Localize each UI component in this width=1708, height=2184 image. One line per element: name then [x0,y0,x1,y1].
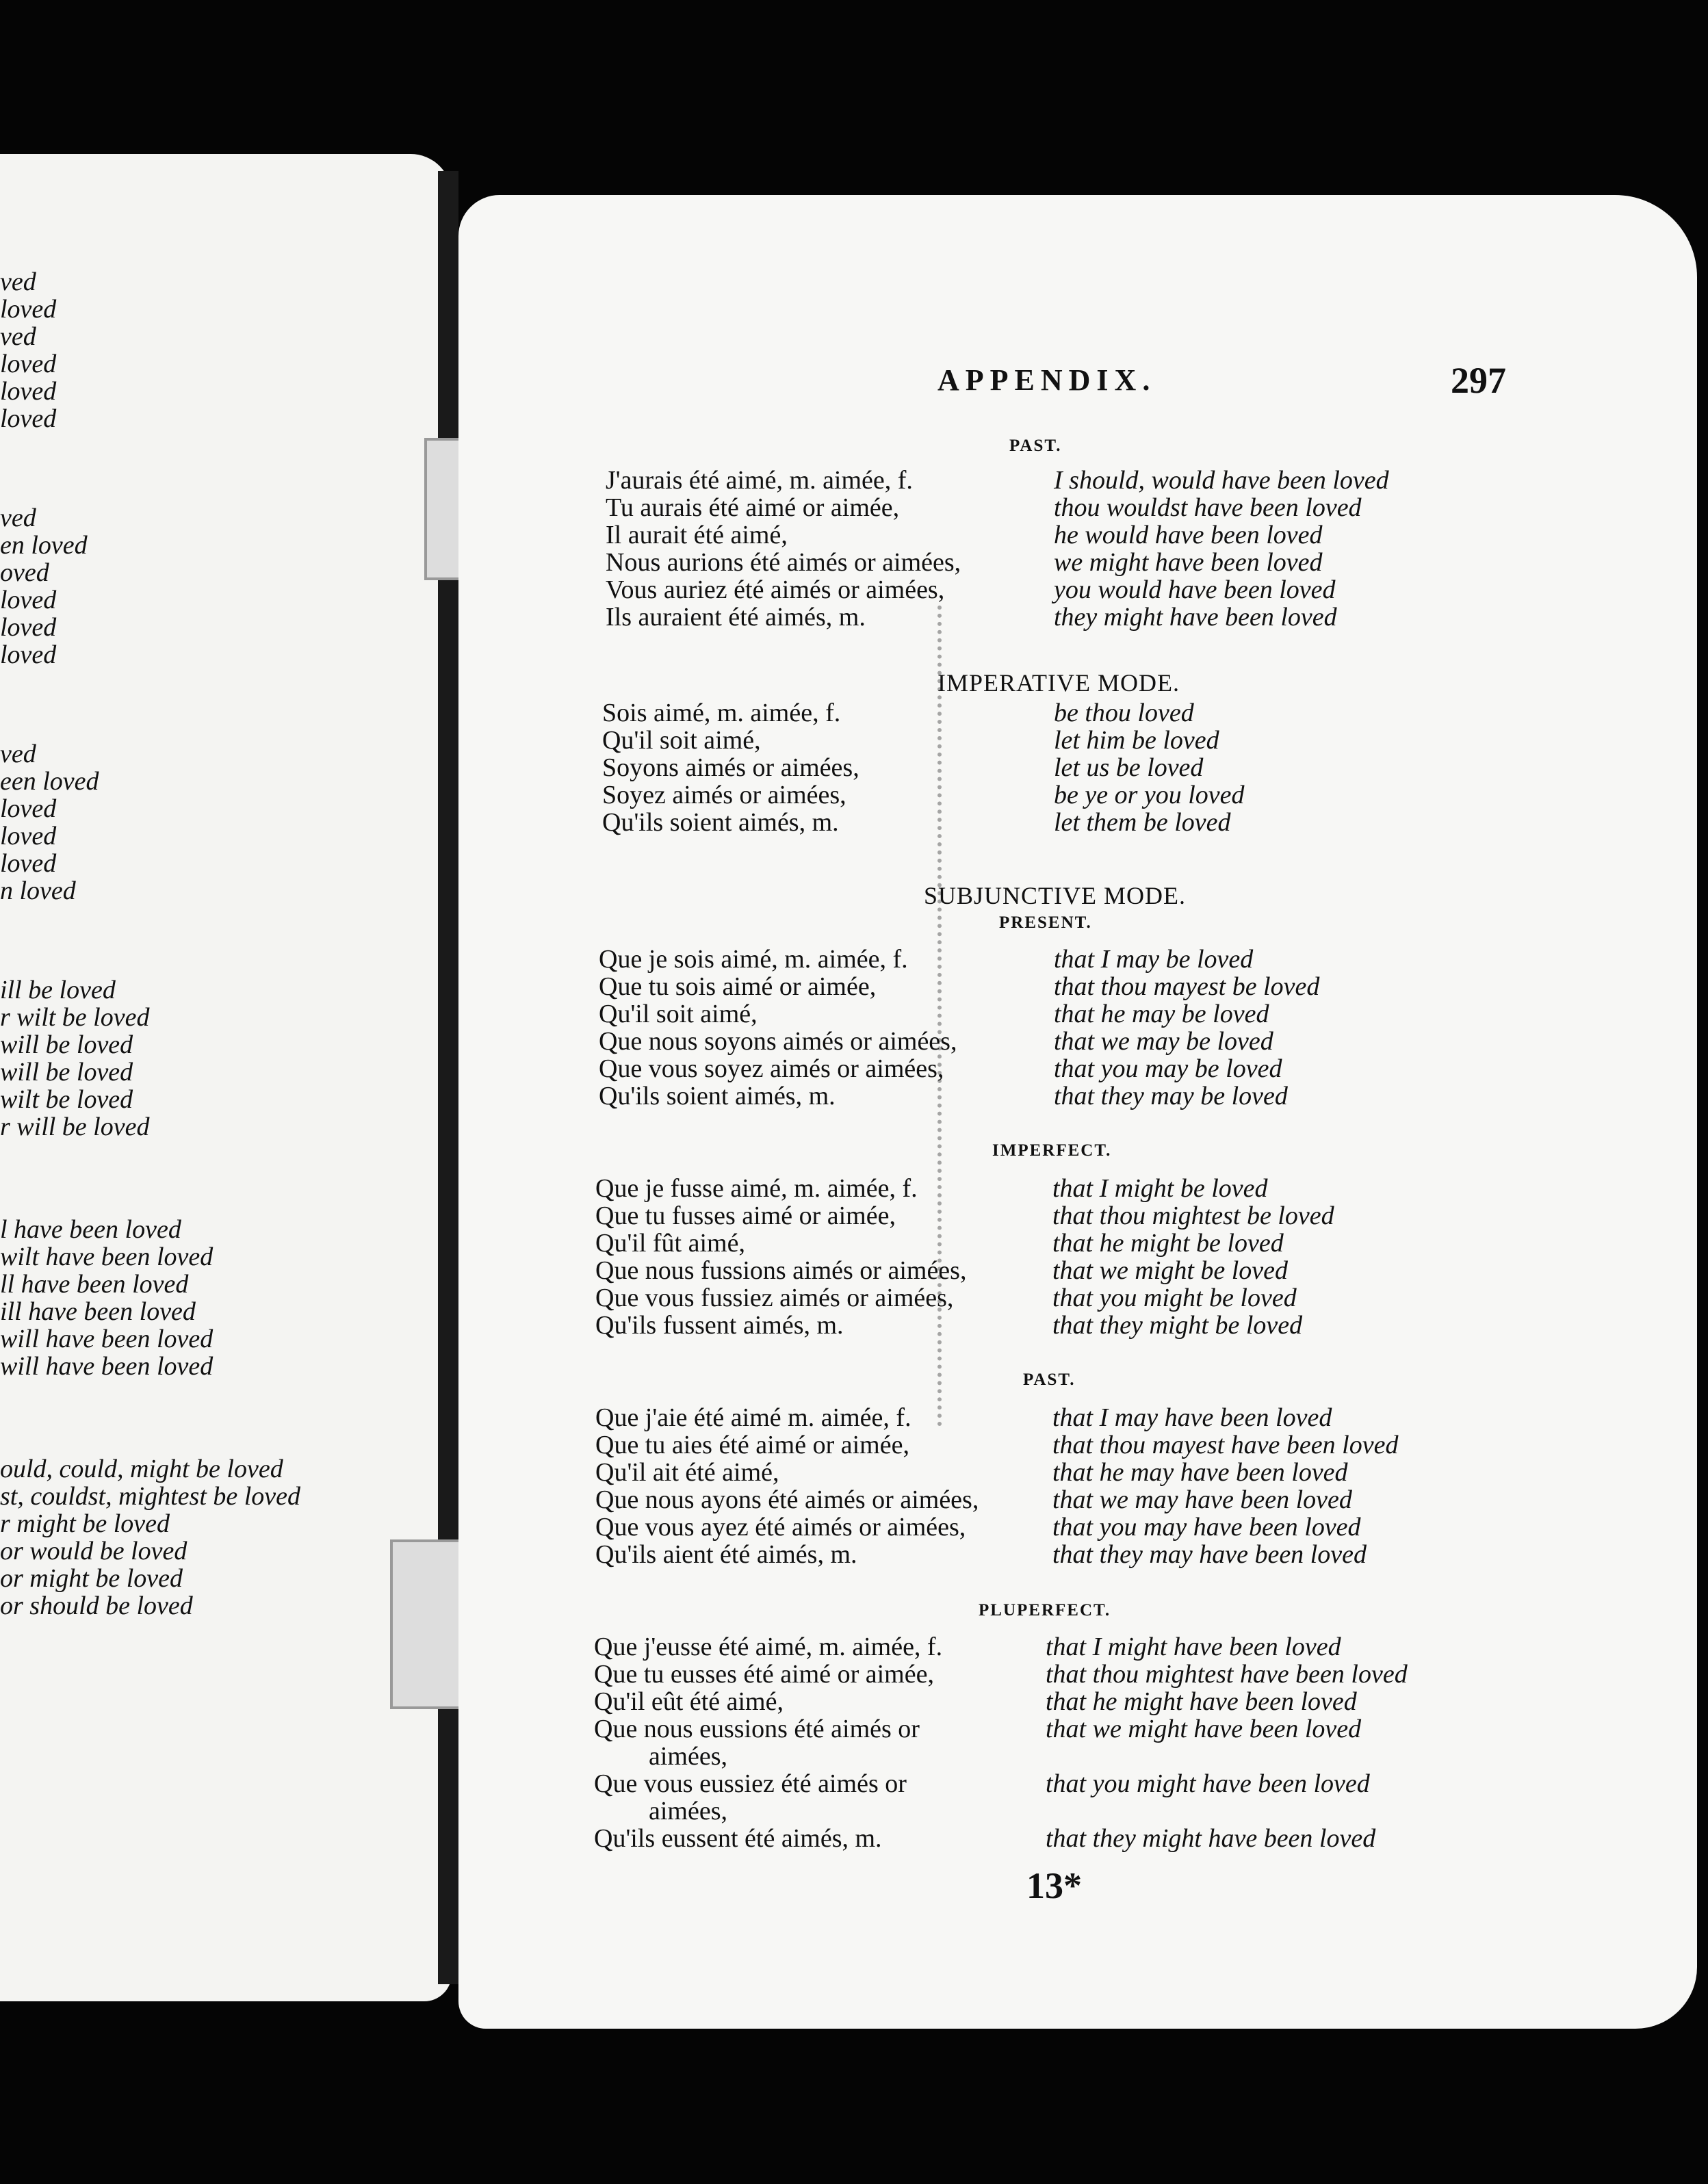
french-form: Que tu eusses été aimé or aimée, [594,1660,934,1689]
english-translation: that I might have been loved [1046,1633,1341,1661]
english-translation: I should, would have been loved [1054,466,1389,495]
left-page-line: ill be loved [0,976,116,1004]
left-page-line: will be loved [0,1058,133,1087]
english-translation: that I may have been loved [1052,1403,1332,1432]
left-page-line: or would be loved [0,1537,187,1565]
english-translation: they might have been loved [1054,603,1337,632]
french-form: Qu'ils aient été aimés, m. [595,1540,857,1569]
section-heading-imperative: IMPERATIVE MODE. [937,669,1180,697]
english-translation: that I may be loved [1054,945,1254,974]
french-form: Qu'ils eussent été aimés, m. [594,1824,882,1853]
left-page-line: loved [0,849,57,878]
english-translation: that you may be loved [1054,1054,1282,1083]
french-form: Soyons aimés or aimées, [602,753,859,782]
french-form: Qu'il fût aimé, [595,1229,745,1258]
left-page-line: n loved [0,876,76,905]
english-translation: that we might have been loved [1046,1715,1362,1743]
right-page [458,195,1697,2029]
french-form: Qu'ils soient aimés, m. [602,808,839,837]
section-heading-pluperfect: PLUPERFECT. [979,1601,1111,1620]
english-translation: that you may have been loved [1052,1513,1361,1542]
french-form: aimées, [649,1742,728,1771]
section-heading-imperfect: IMPERFECT. [992,1141,1112,1160]
english-translation: let them be loved [1054,808,1231,837]
french-form: Qu'il eût été aimé, [594,1687,784,1716]
left-page-line: loved [0,295,57,324]
left-page-line: loved [0,822,57,850]
english-translation: that we may be loved [1054,1027,1273,1056]
left-page-line: l have been loved [0,1215,181,1244]
english-translation: he would have been loved [1054,521,1323,549]
signature-mark: 13* [1026,1865,1082,1906]
left-page-line: ll have been loved [0,1270,189,1299]
english-translation: you would have been loved [1054,575,1336,604]
english-translation: that thou mightest be loved [1052,1201,1334,1230]
french-form: Que nous eussions été aimés or [594,1715,920,1743]
left-page-line: r will be loved [0,1113,150,1141]
left-page-line: st, couldst, mightest be loved [0,1482,301,1511]
left-facing-page [0,154,452,2001]
english-translation: that you might be loved [1052,1284,1297,1312]
french-form: Que vous soyez aimés or aimées, [599,1054,944,1083]
english-translation: we might have been loved [1054,548,1323,577]
english-translation: that we may have been loved [1052,1485,1352,1514]
left-page-line: ould, could, might be loved [0,1455,283,1483]
section-heading-past: PAST. [1009,437,1062,455]
english-translation: that thou mayest have been loved [1052,1431,1399,1459]
english-translation: be thou loved [1054,699,1194,727]
french-form: Qu'ils soient aimés, m. [599,1082,836,1110]
english-translation: let us be loved [1054,753,1204,782]
left-page-line: ill have been loved [0,1297,196,1326]
left-page-line: loved [0,640,57,669]
french-form: Tu aurais été aimé or aimée, [606,493,900,522]
left-page-line: will be loved [0,1030,133,1059]
english-translation: that thou mayest be loved [1054,972,1320,1001]
english-translation: that they may have been loved [1052,1540,1367,1569]
english-translation: that they might have been loved [1046,1824,1376,1853]
english-translation: that he might have been loved [1046,1687,1357,1716]
french-form: Que je fusse aimé, m. aimée, f. [595,1174,918,1203]
french-form: Soyez aimés or aimées, [602,781,846,809]
french-form: Que nous soyons aimés or aimées, [599,1027,957,1056]
english-translation: be ye or you loved [1054,781,1245,809]
left-page-line: loved [0,794,57,823]
french-form: Que je sois aimé, m. aimée, f. [599,945,908,974]
french-form: aimées, [649,1797,728,1825]
french-form: Sois aimé, m. aimée, f. [602,699,841,727]
french-form: Que nous fussions aimés or aimées, [595,1256,967,1285]
running-head: APPENDIX. [937,363,1156,397]
french-form: Que j'eusse été aimé, m. aimée, f. [594,1633,943,1661]
french-form: Que tu aies été aimé or aimée, [595,1431,909,1459]
section-heading-past-perfect: PAST. [1023,1370,1076,1389]
english-translation: that they may be loved [1054,1082,1288,1110]
left-page-line: will have been loved [0,1352,214,1381]
left-page-line: loved [0,613,57,642]
left-page-line: loved [0,350,57,378]
french-form: Que tu fusses aimé or aimée, [595,1201,896,1230]
english-translation: that we might be loved [1052,1256,1289,1285]
left-page-lines [0,154,452,2001]
french-form: Qu'il ait été aimé, [595,1458,779,1487]
french-form: Il aurait été aimé, [606,521,788,549]
section-heading-present: PRESENT. [999,913,1092,932]
french-form: Que vous eussiez été aimés or [594,1769,907,1798]
left-page-line: loved [0,586,57,614]
left-page-line: ved [0,268,36,296]
left-page-line: ved [0,740,36,768]
french-form: Que j'aie été aimé m. aimée, f. [595,1403,911,1432]
left-page-line: r might be loved [0,1509,170,1538]
french-form: J'aurais été aimé, m. aimée, f. [606,466,913,495]
left-page-line: wilt have been loved [0,1243,214,1271]
french-form: Que vous ayez été aimés or aimées, [595,1513,966,1542]
left-page-line: ved [0,322,36,351]
left-page-line: een loved [0,767,99,796]
english-translation: that he may have been loved [1052,1458,1348,1487]
french-form: Qu'il soit aimé, [602,726,761,755]
french-form: Que vous fussiez aimés or aimées, [595,1284,954,1312]
section-heading-subjunctive: SUBJUNCTIVE MODE. [924,882,1187,909]
french-form: Qu'ils fussent aimés, m. [595,1311,844,1340]
english-translation: that they might be loved [1052,1311,1303,1340]
left-page-line: or should be loved [0,1591,193,1620]
english-translation: that I might be loved [1052,1174,1268,1203]
left-page-line: ved [0,504,36,532]
english-translation: thou wouldst have been loved [1054,493,1362,522]
french-form: Que tu sois aimé or aimée, [599,972,877,1001]
french-form: Nous aurions été aimés or aimées, [606,548,961,577]
english-translation: that thou mightest have been loved [1046,1660,1408,1689]
left-page-line: or might be loved [0,1564,183,1593]
english-translation: that he might be loved [1052,1229,1284,1258]
french-form: Vous auriez été aimés or aimées, [606,575,945,604]
left-page-line: en loved [0,531,88,560]
left-page-line: loved [0,377,57,406]
english-translation: let him be loved [1054,726,1219,755]
left-page-line: r wilt be loved [0,1003,150,1032]
left-page-line: will have been loved [0,1325,214,1353]
left-page-line: wilt be loved [0,1085,133,1114]
left-page-line: oved [0,558,49,587]
left-page-line: loved [0,404,57,433]
french-form: Que nous ayons été aimés or aimées, [595,1485,979,1514]
french-form: Qu'il soit aimé, [599,1000,758,1028]
french-form: Ils auraient été aimés, m. [606,603,866,632]
page-number: 297 [1451,360,1506,401]
english-translation: that he may be loved [1054,1000,1269,1028]
english-translation: that you might have been loved [1046,1769,1370,1798]
